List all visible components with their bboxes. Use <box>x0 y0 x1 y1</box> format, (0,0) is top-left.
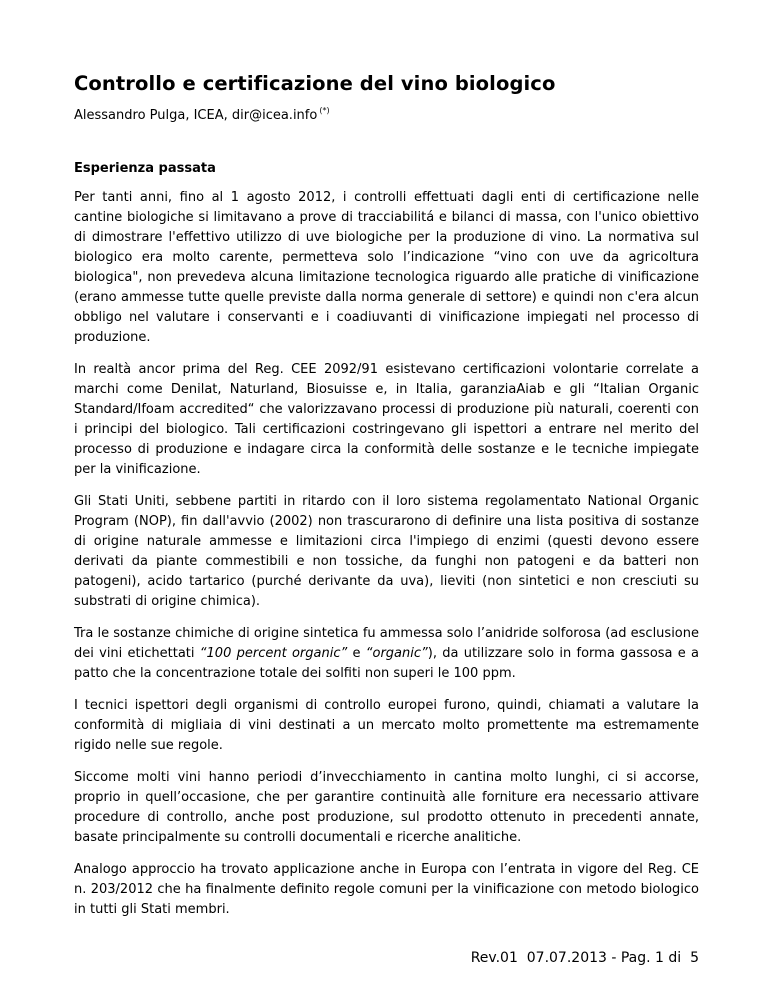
section-heading: Esperienza passata <box>74 161 216 176</box>
paragraph: Siccome molti vini hanno periodi d’invecchiamento in cantina molto lunghi, ci si accorse, proprio in quell’occasione, che per garantire continuità alle forniture era necessario attivare procedure di controllo, anche post produzione, sul prodotto ottenuto in precedenti annate, basate principalmente su controlli documentali e ricerche analitiche. <box>74 770 699 845</box>
paragraph <box>74 624 699 684</box>
paragraph: Gli Stati Uniti, sebbene partiti in ritardo con il loro sistema regolamentato National Organic Program (NOP), fin dall'avvio (2002) non trascurarono di definire una lista positiva di sostanze di origine naturale ammesse e limitazioni circa l'impiego di enzimi (questi devono essere derivati da piante commestibili e non tossiche, da funghi non patogeni e da batteri non patogeni), acido tartarico (purché derivante da uva), lieviti (non sintetici e non cresciuti su substrati di origine chimica). <box>74 494 699 609</box>
paragraph: Analogo approccio ha trovato applicazione anche in Europa con l’entrata in vigore del Reg. CE n. 203/2012 che ha finalmente definito regole comuni per la vinificazione con metodo biologico in tutti gli Stati membri. <box>74 862 699 917</box>
author-text: Alessandro Pulga, ICEA, dir@icea.info <box>74 108 318 123</box>
document-title: Controllo e certificazione del vino biologico <box>74 72 556 95</box>
paragraph: Per tanti anni, fino al 1 agosto 2012, i controlli effettuati dagli enti di certificazione nelle cantine biologiche si limitavano a prove di tracciabilitá e bilanci di massa, con l'unico obiettivo di dimostrare l'effettivo utilizzo di uve biologiche per la produzione di vino. La normativa sul biologico era molto carente, permetteva solo l’indicazione “vino con uve da agricoltura biologica", non prevedeva alcuna limitazione tecnologica riguardo alle pratiche di vinificazione (erano ammesse tutte quelle previste dalla norma generale di settore) e quindi non c'era alcun obbligo nel valutare i conservanti e i coadiuvanti di vinificazione impiegati nel processo di produzione. <box>74 190 699 345</box>
paragraph: In realtà ancor prima del Reg. CEE 2092/91 esistevano certificazioni volontarie correlate a marchi come Denilat, Naturland, Biosuisse e, in Italia, garanziaAiab e gli “Italian Organic Standard/Ifoam accredited“ che valorizzavano processi di produzione più naturali, coerenti con i principi del biologico. Tali certificazioni costringevano gli ispettori a entrare nel merito del processo di produzione e indagare circa la conformità delle sostanze e le tecniche impiegate per la vinificazione. <box>74 362 699 477</box>
author-line <box>74 102 699 125</box>
page-footer: Rev.01 07.07.2013 - Pag. 1 di 5 <box>470 950 699 966</box>
paragraph-text: Tra le sostanze chimiche di origine sintetica fu ammessa solo l’anidride solforosa (ad esclusione dei vini etichettati “100 percent organic” e “organic”), da utilizzare solo in forma gassosa e a patto che la concentrazione totale dei solfiti non superi le 100 ppm. <box>74 626 700 681</box>
label-term: “100 percent organic” <box>199 646 348 661</box>
body-text <box>74 188 699 920</box>
author-footnote-marker: (*) <box>319 106 330 115</box>
paragraph: I tecnici ispettori degli organismi di controllo europei furono, quindi, chiamati a valutare la conformità di migliaia di vini destinati a un mercato molto promettente ma estremamente rigido nelle sue regole. <box>74 698 699 753</box>
label-term: “organic” <box>365 646 428 661</box>
